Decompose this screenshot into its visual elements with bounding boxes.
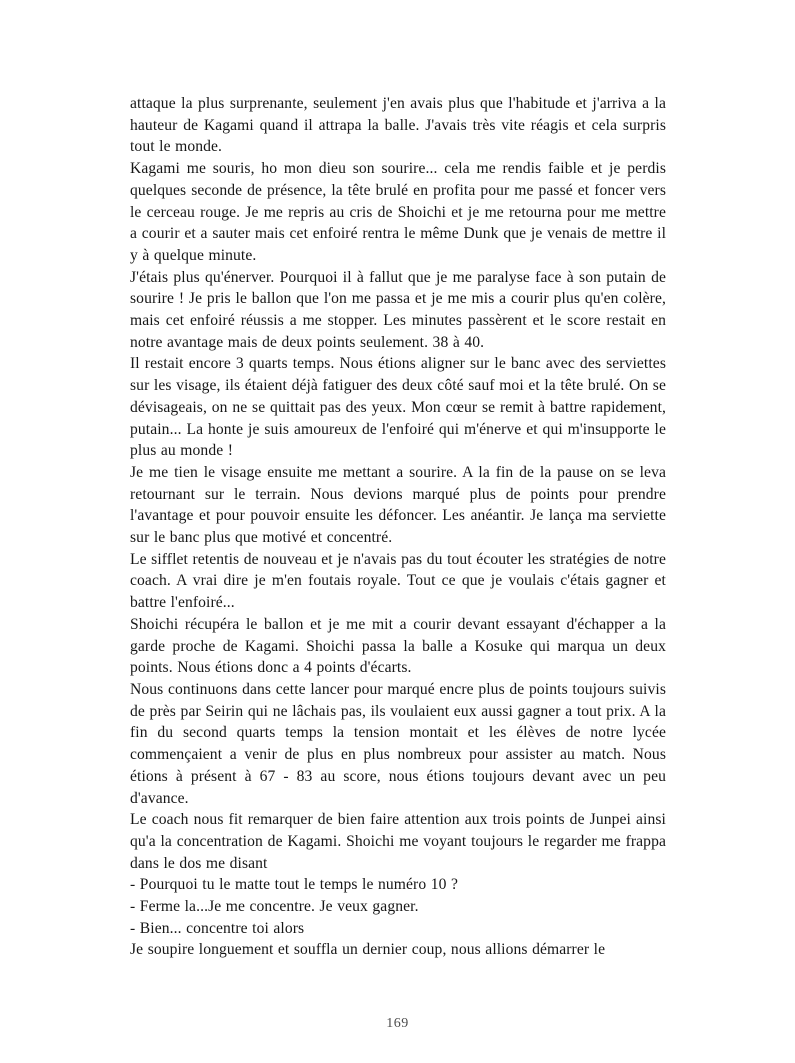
dialogue-line: - Bien... concentre toi alors bbox=[130, 919, 305, 937]
paragraph: Il restait encore 3 quarts temps. Nous étions aligner sur le banc avec des serviettes sur les visage, ils étaient déjà fatiguer des deux côté sauf moi et la tête brulé. On se dévisageais, on ne se quittait pas des yeux. Mon cœur se remit à battre rapidement, putain... La honte je suis amoureux de l'enfoiré qui m'énerve et qui m'insupporte le plus au monde ! bbox=[130, 355, 666, 460]
page-number: 169 bbox=[386, 1016, 409, 1031]
paragraph: Je me tien le visage ensuite me mettant a sourire. A la fin de la pause on se leva retournant sur le terrain. Nous devions marqué plus de points pour prendre l'avantage et pour pouvoir ensuite les défoncer. Les anéantir. Je lança ma serviette sur le banc plus que motivé et concentré. bbox=[130, 463, 666, 547]
dialogue-line: - Ferme la...Je me concentre. Je veux gagner. bbox=[130, 898, 419, 916]
paragraph: Kagami me souris, ho mon dieu son sourire... cela me rendis faible et je perdis quelques seconde de présence, la tête brulé en profita pour me passé et foncer vers le cerceau rouge. Je me repris au cris de Shoichi et je me retourna pour me mettre a courir et a sauter mais cet enfoiré rentra le même Dunk que je venais de mettre il y à quelque minute. bbox=[130, 160, 666, 264]
dialogue-line: - Pourquoi tu le matte tout le temps le numéro 10 ? bbox=[130, 876, 459, 894]
paragraph: Le sifflet retentis de nouveau et je n'avais pas du tout écouter les stratégies de notre coach. A vrai dire je m'en foutais royale. Tout ce que je voulais c'étais gagner et battre l'enfoiré... bbox=[130, 550, 666, 612]
paragraph: Le coach nous fit remarquer de bien faire attention aux trois points de Junpei ainsi qu'a la concentration de Kagami. Shoichi me voyant toujours le regarder me frappa dans le dos me disant bbox=[130, 811, 666, 872]
paragraph: attaque la plus surprenante, seulement j'en avais plus que l'habitude et j'arriva a la hauteur de Kagami quand il attrapa la balle. J'avais très vite réagis et cela surpris tout le monde. bbox=[130, 95, 666, 156]
paragraph: J'étais plus qu'énerver. Pourquoi il à fallut que je me paralyse face à son putain de sourire ! Je pris le ballon que l'on me passa et je me mis a courir plus qu'en colère, mais cet enfoiré réussis a me stopper. Les minutes passèrent et le score restait en notre avantage mais de deux points seulement. 38 à 40. bbox=[130, 268, 666, 351]
page-text bbox=[130, 93, 666, 961]
paragraph: Je soupire longuement et souffla un dernier coup, nous allions démarrer le bbox=[130, 941, 606, 959]
paragraph: Shoichi récupéra le ballon et je me mit a courir devant essayant d'échapper a la garde proche de Kagami. Shoichi passa la balle a Kosuke qui marqua un deux points. Nous étions donc a 4 points d'écarts. bbox=[130, 615, 666, 677]
paragraph: Nous continuons dans cette lancer pour marqué encre plus de points toujours suivis de près par Seirin qui ne lâchais pas, ils voulaient eux aussi gagner a tout prix. A la fin du second quarts temps la tension montait et les élèves de notre lycée commençaient a venir de plus en plus nombreux pour assister au match. Nous étions à présent à 67 - 83 au score, nous étions toujours devant avec un peu d'avance. bbox=[130, 680, 666, 807]
